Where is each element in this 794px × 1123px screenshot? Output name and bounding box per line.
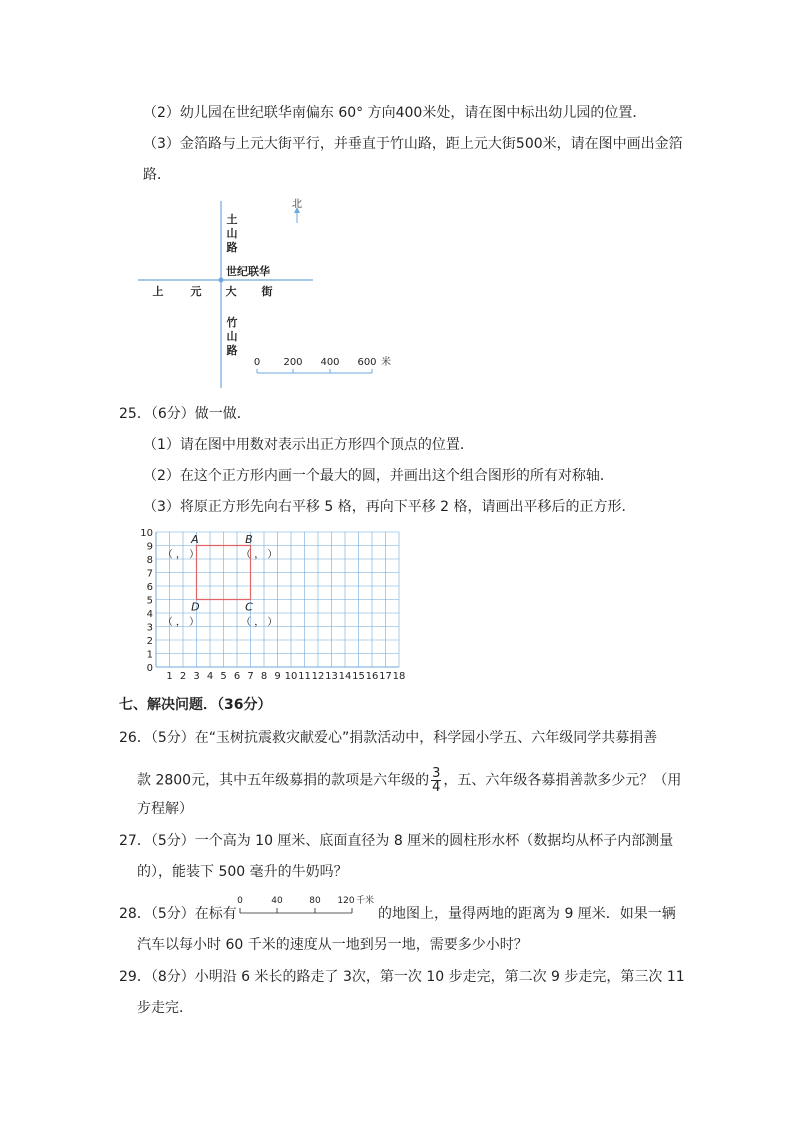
q27-line1: 27．（5分）一个高为 10 厘米、底面直径为 8 厘米的圆柱形水杯（数据均从杯子内部测量 xyxy=(119,833,674,849)
landmark-label: 世纪联华 xyxy=(226,265,270,278)
q28-line1-part-b: 的地图上，量得两地的距离为 9 厘米．如果一辆 xyxy=(378,906,676,922)
zhushan-road-char-3: 路 xyxy=(226,344,238,357)
q24-map-figure xyxy=(130,195,420,395)
grid-x-label: 18 xyxy=(392,671,406,682)
street-char-2: 元 xyxy=(190,285,202,298)
q25-coordinate-grid xyxy=(138,528,408,685)
q28-line2: 汽车以每小时 60 千米的速度从一地到另一地，需要多少小时？ xyxy=(137,937,528,953)
q25-title: 25．（6分）做一做． xyxy=(119,406,251,422)
grid-x-label: 17 xyxy=(379,671,392,682)
q28-scale-unit: 千米 xyxy=(356,896,375,906)
grid-x-label: 13 xyxy=(325,671,338,682)
grid-y-label: 3 xyxy=(146,622,153,634)
q27-line2: 的），能装下 500 毫升的牛奶吗？ xyxy=(137,864,348,880)
grid-x-label: 8 xyxy=(260,671,268,682)
grid-x-label: 3 xyxy=(193,671,200,682)
grid-x-label: 15 xyxy=(352,671,365,682)
q24-part2-text: （2）幼儿园在世纪联华南偏东 60° 方向400米处，请在图中标出幼儿园的位置． xyxy=(143,105,647,121)
q29-line2: 步走完． xyxy=(137,1000,193,1016)
q28-scale-label-0: 0 xyxy=(237,896,243,906)
scale-label-600: 600 xyxy=(357,357,377,368)
zhushan-road-char-1: 竹 xyxy=(226,316,238,329)
scale-label-0: 0 xyxy=(253,357,261,368)
q26-fraction xyxy=(431,767,441,794)
vertex-label-A: A xyxy=(191,532,199,546)
q26-fraction-numerator: 3 xyxy=(432,766,441,781)
vertex-label-C: C xyxy=(245,600,253,614)
grid-x-label: 12 xyxy=(311,671,325,682)
grid-x-label: 5 xyxy=(220,671,227,682)
north-label: 北 xyxy=(292,199,302,210)
grid-y-label: 6 xyxy=(146,582,153,593)
tushan-road-char-1: 土 xyxy=(226,213,238,226)
q24-part3-text-line2: 路． xyxy=(143,167,171,183)
grid-y-label: 7 xyxy=(146,568,153,580)
q28-scale-label-80: 80 xyxy=(309,896,321,906)
street-char-3: 大 xyxy=(225,285,237,298)
q25-part2-text: （2）在这个正方形内画一个最大的圆，并画出这个组合图形的所有对称轴． xyxy=(143,468,614,484)
q26-line2-part-b: ，五、六年级各募捐善款多少元？（用 xyxy=(443,772,682,789)
grid-x-label: 14 xyxy=(338,671,352,682)
grid-y-label: 5 xyxy=(146,595,153,607)
q24-part3-text-line1: （3）金箔路与上元大街平行，并垂直于竹山路，距上元大街500米，请在图中画出金箔 xyxy=(143,136,683,152)
q29-line1: 29．（8分）小明沿 6 米长的路走了 3次，第一次 10 步走完，第二次 9 步走完，第三次 11 xyxy=(119,969,685,985)
grid-x-label: 2 xyxy=(179,671,187,682)
q28-scale-label-120: 120 xyxy=(337,896,355,906)
scale-unit: 米 xyxy=(381,357,391,368)
grid-x-label: 11 xyxy=(298,671,311,682)
grid-x-label: 7 xyxy=(247,671,254,682)
tushan-road-char-3: 路 xyxy=(226,241,238,254)
grid-x-label: 6 xyxy=(233,671,241,682)
vertex-label-B: B xyxy=(245,532,253,546)
section-7-title: 七、解决问题．（36分） xyxy=(119,697,272,713)
scale-label-400: 400 xyxy=(320,357,340,368)
grid-x-label: 9 xyxy=(274,671,281,682)
q25-part3-text: （3）将原正方形先向右平移 5 格，再向下平移 2 格，请画出平移后的正方形． xyxy=(143,499,636,515)
q26-line2 xyxy=(137,767,681,794)
vertex-blank-A: （ ， ） xyxy=(162,549,200,561)
tushan-road-char-2: 山 xyxy=(226,227,238,240)
grid-y-label: 4 xyxy=(146,609,153,620)
q26-line2-part-a: 款 2800元，其中五年级募捐的款项是六年级的 xyxy=(137,772,430,789)
q28-scale-bar xyxy=(232,891,380,921)
vertex-label-D: D xyxy=(191,600,200,614)
street-char-1: 上 xyxy=(152,285,164,298)
vertex-blank-D: （ ， ） xyxy=(162,617,200,629)
street-char-4: 街 xyxy=(261,285,273,298)
landmark-point xyxy=(219,278,224,283)
grid-y-label: 8 xyxy=(146,555,153,566)
grid-y-label: 2 xyxy=(146,636,153,647)
grid-x-label: 16 xyxy=(365,671,379,682)
scale-label-200: 200 xyxy=(283,357,303,368)
vertex-blank-C: （ ， ） xyxy=(241,617,278,629)
grid-y-label: 10 xyxy=(140,528,153,539)
grid-x-label: 4 xyxy=(206,671,214,682)
zhushan-road-char-2: 山 xyxy=(226,330,238,343)
grid-y-label: 1 xyxy=(146,649,153,661)
q28-line1-part-a: 28．（5分）在标有 xyxy=(119,906,237,922)
grid-x-label: 1 xyxy=(166,671,173,682)
q28-scale-label-40: 40 xyxy=(271,896,283,906)
q26-line3: 方程解） xyxy=(137,801,193,817)
grid-y-label: 0 xyxy=(146,663,153,674)
q26-fraction-denominator: 4 xyxy=(432,780,441,795)
grid-y-label: 9 xyxy=(146,541,153,553)
vertex-blank-B: （ ， ） xyxy=(241,549,278,561)
grid-x-label: 10 xyxy=(284,671,298,682)
q25-part1-text: （1）请在图中用数对表示出正方形四个顶点的位置． xyxy=(143,437,474,453)
q26-line1: 26．（5分）在“玉树抗震救灾献爱心”捐款活动中，科学园小学五、六年级同学共募捐善 xyxy=(119,730,658,746)
